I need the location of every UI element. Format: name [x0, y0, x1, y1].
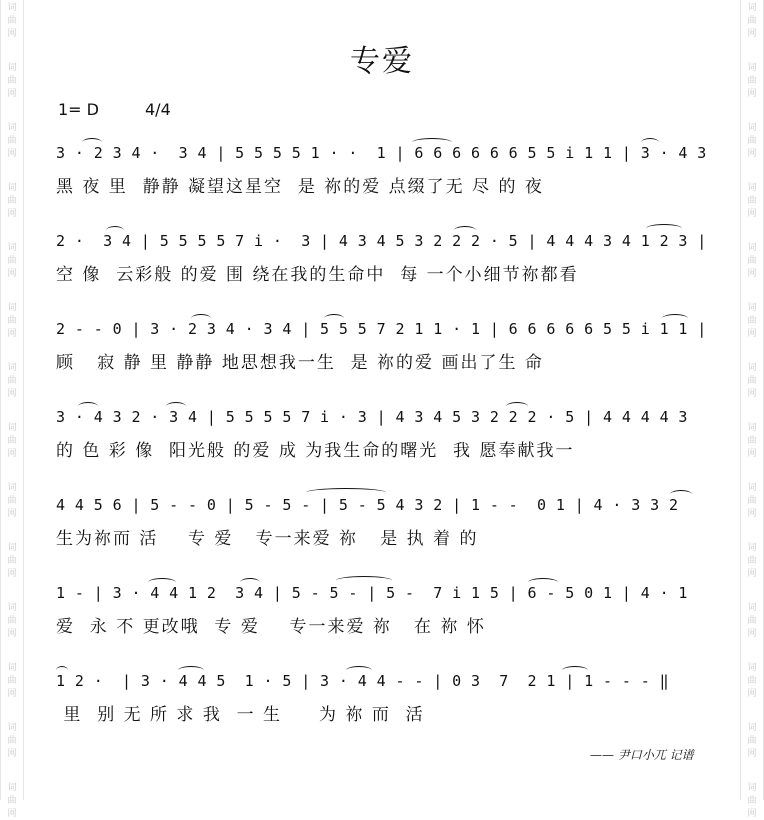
watermark-glyph: 网: [747, 29, 757, 39]
watermark-glyph: 网: [747, 809, 757, 819]
watermark-glyph: 词: [7, 63, 17, 73]
watermark-glyph: 词: [7, 543, 17, 553]
slur: [178, 666, 204, 675]
watermark-glyph: 曲: [7, 556, 17, 566]
watermark-glyph: 网: [747, 329, 757, 339]
slur: [191, 314, 211, 323]
notes-line: 1 2 · | 3 · 4 4 5 1 · 5 | 3 · 4 4 - - | 0 3 7 2 1 | 1 - - - ‖: [56, 672, 669, 690]
watermark-glyph: 词: [747, 63, 757, 73]
watermark-glyph: 网: [747, 629, 757, 639]
watermark-glyph: 词: [7, 243, 17, 253]
notes-line: 4 4 5 6 | 5 - - 0 | 5 - 5 - | 5 - 5 4 3 2 | 1 - - 0 1 | 4 · 3 3 2: [56, 496, 679, 514]
watermark-glyph: 网: [7, 269, 17, 279]
watermark-glyph: 曲: [747, 736, 757, 746]
slur: [324, 314, 344, 323]
slur: [412, 138, 452, 147]
music-system-6: [56, 584, 716, 650]
watermark-glyph: 曲: [747, 136, 757, 146]
watermark-glyph: 网: [7, 569, 17, 579]
watermark-glyph: 词: [7, 783, 17, 793]
watermark-glyph: 网: [747, 209, 757, 219]
watermark-glyph: 网: [747, 689, 757, 699]
watermark-glyph: 曲: [7, 196, 17, 206]
watermark-glyph: 词: [7, 303, 17, 313]
watermark-glyph: 网: [7, 509, 17, 519]
notes-line: 3 · 4 3 2 · 3 4 | 5 5 5 5 7 i · 3 | 4 3 4 5 3 2 2 2 · 5 | 4 4 4 4 3: [56, 408, 688, 426]
watermark-glyph: 词: [7, 603, 17, 613]
watermark-glyph: 网: [747, 149, 757, 159]
watermark-glyph: 词: [747, 243, 757, 253]
watermark-glyph: 曲: [747, 256, 757, 266]
slur: [166, 402, 186, 411]
watermark-glyph: 词: [747, 783, 757, 793]
watermark-glyph: 网: [7, 449, 17, 459]
watermark-glyph: 曲: [747, 616, 757, 626]
slur: [346, 666, 372, 675]
watermark-glyph: 网: [747, 389, 757, 399]
watermark-glyph: 曲: [7, 16, 17, 26]
watermark-glyph: 曲: [747, 76, 757, 86]
watermark-glyph: 词: [747, 723, 757, 733]
lyrics-line: 黑 夜 里 静静 凝望这星空 是 祢的爱 点缀了无 尽 的 夜: [56, 177, 544, 197]
notes-line: 2 - - 0 | 3 · 2 3 4 · 3 4 | 5 5 5 7 2 1 1 · 1 | 6 6 6 6 6 5 5 i 1 1 |: [56, 320, 707, 338]
watermark-glyph: 网: [747, 749, 757, 759]
watermark-glyph: 曲: [747, 316, 757, 326]
lyrics-line: 生为祢而 活 专 爱 专一来爱 祢 是 执 着 的: [56, 529, 479, 549]
watermark-glyph: 网: [7, 329, 17, 339]
watermark-glyph: 曲: [747, 496, 757, 506]
watermark-glyph: 网: [7, 389, 17, 399]
music-system-4: [56, 408, 716, 474]
slur: [78, 402, 98, 411]
slur: [240, 578, 260, 587]
watermark-glyph: 词: [747, 3, 757, 13]
watermark-glyph: 曲: [7, 376, 17, 386]
watermark-glyph: 网: [7, 149, 17, 159]
watermark-glyph: 网: [747, 449, 757, 459]
watermark-glyph: 曲: [7, 256, 17, 266]
watermark-glyph: 网: [747, 269, 757, 279]
watermark-glyph: 网: [747, 89, 757, 99]
watermark-glyph: 词: [747, 483, 757, 493]
watermark-glyph: 词: [7, 363, 17, 373]
watermark-glyph: 网: [7, 749, 17, 759]
song-title: 专爱: [350, 44, 414, 79]
slur: [528, 578, 558, 587]
slur: [336, 576, 392, 585]
lyrics-line: 爱 永 不 更改哦 专 爱 专一来爱 祢 在 祢 怀: [56, 617, 486, 637]
watermark-glyph: 词: [747, 423, 757, 433]
watermark-glyph: 曲: [747, 436, 757, 446]
watermark-glyph: 曲: [747, 556, 757, 566]
music-system-5: [56, 496, 716, 562]
slur: [562, 666, 588, 675]
watermark-glyph: 曲: [747, 676, 757, 686]
watermark-glyph: 曲: [7, 616, 17, 626]
slur: [82, 138, 102, 147]
notes-line: 1 - | 3 · 4 4 1 2 3 4 | 5 - 5 - | 5 - 7 i 1 5 | 6 - 5 0 1 | 4 · 1: [56, 584, 688, 602]
watermark-glyph: 曲: [7, 676, 17, 686]
watermark-glyph: 词: [747, 603, 757, 613]
watermark-glyph: 曲: [7, 436, 17, 446]
watermark-glyph: 词: [7, 123, 17, 133]
slur: [670, 490, 692, 499]
lyrics-line: 顾 寂 静 里 静静 地思想我一生 是 祢的爱 画出了生 命: [56, 353, 544, 373]
watermark-glyph: 网: [747, 509, 757, 519]
slur: [454, 226, 476, 235]
watermark-glyph: 词: [747, 123, 757, 133]
music-system-1: [56, 144, 716, 210]
watermark-glyph: 词: [7, 663, 17, 673]
watermark-glyph: 词: [7, 423, 17, 433]
notes-line: 2 · 3 4 | 5 5 5 5 7 i · 3 | 4 3 4 5 3 2 2 2 · 5 | 4 4 4 3 4 1 2 3 |: [56, 232, 707, 250]
slur: [641, 138, 659, 147]
watermark-glyph: 曲: [7, 76, 17, 86]
watermark-glyph: 网: [747, 569, 757, 579]
notes-line: 3 · 2 3 4 · 3 4 | 5 5 5 5 1 · · 1 | 6 6 6 6 6 6 5 5 i 1 1 | 3 · 4 3: [56, 144, 707, 162]
watermark-glyph: 曲: [7, 796, 17, 806]
watermark-glyph: 曲: [7, 736, 17, 746]
watermark-glyph: 曲: [747, 796, 757, 806]
slur: [662, 314, 688, 323]
watermark-glyph: 词: [747, 303, 757, 313]
slur: [106, 226, 124, 235]
key-signature: 1= D: [58, 100, 99, 119]
watermark-glyph: 词: [7, 3, 17, 13]
lyrics-line: 空 像 云彩般 的爱 围 绕在我的生命中 每 一个小细节祢都看: [56, 265, 579, 285]
watermark-glyph: 曲: [7, 316, 17, 326]
watermark-glyph: 词: [7, 183, 17, 193]
left-watermark-strip: [0, 0, 24, 819]
watermark-glyph: 网: [7, 629, 17, 639]
slur: [646, 224, 682, 233]
watermark-glyph: 词: [747, 363, 757, 373]
watermark-glyph: 词: [7, 483, 17, 493]
watermark-glyph: 曲: [747, 196, 757, 206]
music-system-3: [56, 320, 716, 386]
slur: [148, 578, 176, 587]
lyrics-line: 里 别 无 所 求 我 一 生 为 祢 而 活: [56, 705, 425, 725]
watermark-glyph: 网: [7, 809, 17, 819]
watermark-glyph: 词: [747, 543, 757, 553]
watermark-glyph: 词: [7, 723, 17, 733]
watermark-glyph: 曲: [747, 16, 757, 26]
music-system-2: [56, 232, 716, 298]
watermark-glyph: 网: [7, 89, 17, 99]
watermark-glyph: 网: [7, 29, 17, 39]
time-signature: 4/4: [145, 100, 171, 119]
watermark-glyph: 曲: [747, 376, 757, 386]
transcriber-credit: —— 尹口小兀 记谱: [590, 748, 694, 762]
slur: [306, 488, 386, 497]
watermark-glyph: 网: [7, 689, 17, 699]
right-watermark-strip: [740, 0, 764, 819]
slur: [506, 402, 528, 411]
watermark-glyph: 网: [7, 209, 17, 219]
lyrics-line: 的 色 彩 像 阳光般 的爱 成 为我生命的曙光 我 愿奉献我一: [56, 441, 575, 461]
watermark-glyph: 词: [747, 183, 757, 193]
watermark-glyph: 词: [747, 663, 757, 673]
music-system-7: [56, 672, 716, 738]
slur: [56, 666, 68, 675]
watermark-glyph: 曲: [7, 136, 17, 146]
watermark-glyph: 曲: [7, 496, 17, 506]
